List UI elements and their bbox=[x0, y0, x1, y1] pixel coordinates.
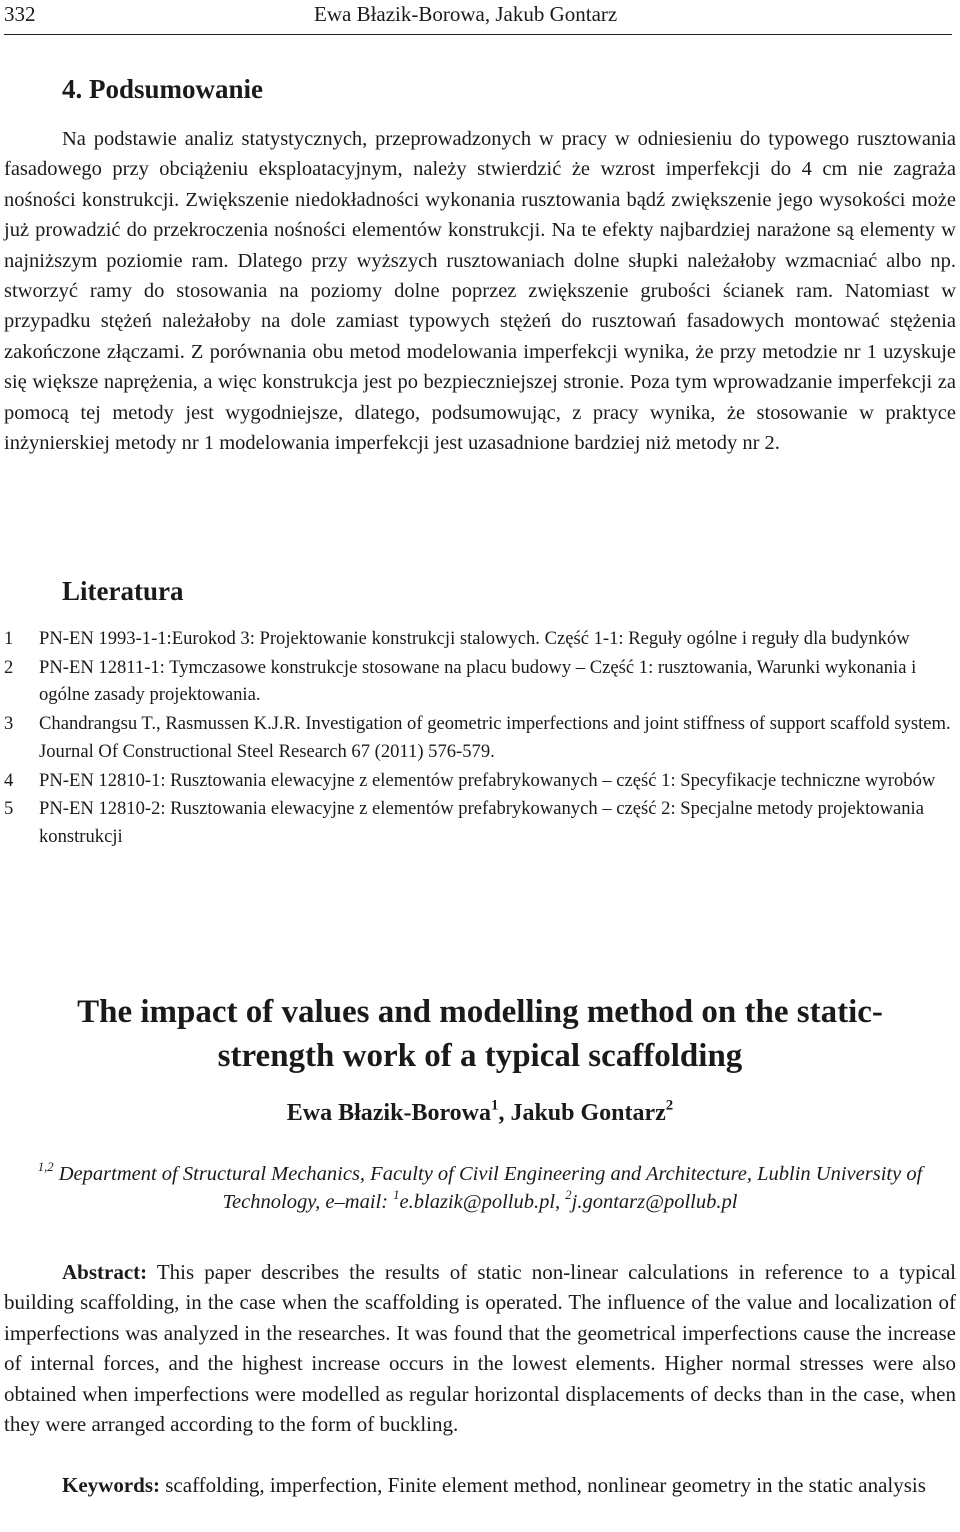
keywords-text: scaffolding, imperfection, Finite element method, nonlinear geometry in the static analysis bbox=[160, 1473, 926, 1497]
reference-number: 5 bbox=[4, 798, 14, 820]
reference-item bbox=[4, 767, 956, 794]
reference-item bbox=[4, 654, 956, 709]
reference-number: 4 bbox=[4, 769, 14, 791]
affiliation-text: Department of Structural Mechanics, Faculty of Civil Engineering and Architecture, Lublin University of Technology, e–mail: bbox=[58, 1163, 923, 1213]
email-2-mark: 2 bbox=[565, 1188, 572, 1203]
reference-item bbox=[4, 795, 956, 850]
summary-paragraph: Na podstawie analiz statystycznych, przeprowadzonych w pracy w odniesieniu do typowego rusztowania fasadowego przy obciążeniu eksploatacyjnym, należy stwierdzić że wzrost imperfekcji do 4 cm nie zagraża nośności konstrukcji. Zwiększenie niedokładności wykonania rusztowania bądź zwiększenie jego wysokości może już prowadzić do przekroczenia nośności elementów konstrukcji. Na te efekty najbardziej narażone są elementy w najniższym poziomie ram. Dlatego przy wyższych rusztowaniach dolne słupki należałoby wzmacniać albo np. stworzyć ramy do stosowania na poziomy dolne poprzez zwiększenie grubości ścianek ram. Natomiast w przypadku stężeń należałoby na dole zamiast typowych stężeń do rusztowań fasadowych montować stężenia zakończone złączami. Z porównania obu metod modelowania imperfekcji wynika, że przy metodzie nr 1 uzyskuje się większe naprężenia, a więc konstrukcja jest po bezpieczniejszej stronie. Poza tym wprowadzanie imperfekcji za pomocą tej metody jest wygodniejsze, dlatego, podsumowując, z pracy wynika, że stosowanie w praktyce inżynierskiej metody nr 1 modelowania imperfekcji jest uzasadnione bardziej niż metody nr 2. bbox=[4, 128, 956, 455]
literature-heading: Literatura bbox=[62, 576, 184, 606]
abstract-text: This paper describes the results of static non-linear calculations in reference to a typical building scaffolding, in the case when the scaffolding is operated. The influence of the value and localization of imperfections was analyzed in the researches. It was found that the geometrical imperfections cause the increase of internal forces, and the highest increase occurs in the lowest elements. Higher normal stresses were also obtained when imperfections were modelled as regular horizontal displacements of decks than in the case, when they were arranged according to the form of buckling. bbox=[4, 1260, 956, 1437]
english-authors bbox=[0, 1097, 960, 1127]
reference-list bbox=[4, 625, 956, 852]
reference-text: PN-EN 12810-2: Rusztowania elewacyjne z elementów prefabrykowanych – część 2: Specjalne metody projektowania konstrukcji bbox=[39, 798, 924, 847]
keywords bbox=[4, 1470, 956, 1500]
running-header-authors: Ewa Błazik-Borowa, Jakub Gontarz bbox=[314, 2, 618, 26]
email-1-mark: 1 bbox=[393, 1188, 400, 1203]
running-header bbox=[4, 0, 952, 35]
abstract bbox=[4, 1257, 956, 1439]
author-2-affiliation-mark: 2 bbox=[665, 1097, 674, 1114]
reference-item bbox=[4, 710, 956, 765]
english-title-line1: The impact of values and modelling method on the static- bbox=[77, 994, 883, 1030]
author-2-name: Jakub Gontarz bbox=[510, 1100, 666, 1126]
affiliation bbox=[30, 1160, 930, 1216]
author-1-name: Ewa Błazik-Borowa bbox=[286, 1100, 491, 1126]
abstract-label: Abstract: bbox=[62, 1260, 148, 1284]
section-heading-summary: 4. Podsumowanie bbox=[62, 74, 264, 104]
keywords-label: Keywords: bbox=[62, 1473, 160, 1497]
reference-text: Chandrangsu T., Rasmussen K.J.R. Investigation of geometric imperfections and joint stiffness of support scaffold system. Journal Of Constructional Steel Research 67 (2011) 576-579. bbox=[39, 713, 951, 762]
reference-number: 2 bbox=[4, 656, 14, 678]
english-title-line2: strength work of a typical scaffolding bbox=[217, 1038, 743, 1074]
email-1: e.blazik@pollub.pl, bbox=[399, 1191, 566, 1213]
reference-text: PN-EN 12810-1: Rusztowania elewacyjne z elementów prefabrykowanych – część 1: Specyfikacje techniczne wyrobów bbox=[39, 769, 936, 791]
reference-text: PN-EN 12811-1: Tymczasowe konstrukcje stosowane na placu budowy – Część 1: rusztowania, Warunki wykonania i ogólne zasady projektowania. bbox=[39, 656, 917, 706]
affiliation-mark: 1,2 bbox=[37, 1160, 54, 1175]
author-separator: , bbox=[498, 1100, 511, 1126]
author-1-affiliation-mark: 1 bbox=[491, 1097, 499, 1114]
email-2: j.gontarz@pollub.pl bbox=[571, 1191, 738, 1213]
page-number: 332 bbox=[4, 2, 36, 26]
reference-number: 3 bbox=[4, 713, 14, 735]
reference-number: 1 bbox=[4, 628, 14, 649]
reference-item bbox=[4, 625, 956, 652]
reference-text: PN-EN 1993-1-1:Eurokod 3: Projektowanie konstrukcji stalowych. Część 1-1: Reguły ogólne i reguły dla budynków bbox=[39, 628, 910, 649]
english-title bbox=[20, 990, 940, 1078]
